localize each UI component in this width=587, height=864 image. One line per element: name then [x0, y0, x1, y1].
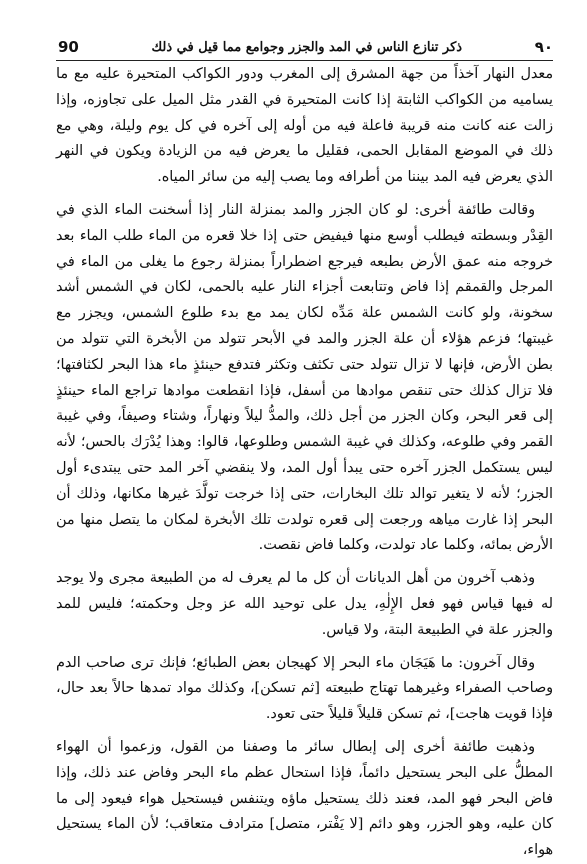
paragraph: وذهب آخرون من أهل الديانات أن كل ما لم يعرف له من الطبيعة مجرى ولا يوجد له فيها قياس فهو فعل الإِلٰهِ، يدل على توحيد الله عز وجل وحكمته؛ فليس للمد والجزر علة في الطبيعة البتة، ولا قياس. [56, 570, 553, 638]
paragraph: معدل النهار آخذاً من جهة المشرق إلى المغرب ودور الكواكب المتحيرة عليه مع ما يساميه من الكواكب الثابتة إذا كانت المتحيرة في القدر مثل الميل على تجاوزه، وإذا زالت عنه كانت منه قريبة فاعلة فيه من أوله إلى آخره في كل يوم وليلة، وهي مع ذلك في الموضع المقابل الحمى، فقليل ما يعرض فيه من الزيادة ويكون في النهر الذي يعرض فيه المد بيننا من أطرافه وما يصب إليه من سائر المياه. [56, 66, 553, 186]
paragraph: وقال آخرون: ما هَيَجَان ماء البحر إلا كهيجان بعض الطبائع؛ فإنك ترى صاحب الدم وصاحب الصفراء وغيرهما تهتاج طبيعته [ثم تسكن]، وكذلك مواد تمدها حالاً بعد حال، فإذا قويت هاجت]، ثم تسكن قليلاً قليلاً حتى تعود. [56, 654, 553, 723]
paragraph: وقالت طائفة أخرى: لو كان الجزر والمد بمنزلة النار إذا أسخنت الماء الذي في القِدْر وبسطته فيطلب أوسع منها فيفيض حتى إذا خلا قعره من الماء طلب الماء بعد خروجه منه عمق الأرض بطبعه فيرجع اضطراراً بمنزلة رجوع ما يغلى من الماء في المرجل والقمقم إذا فاض وتتابعت أجزاء النار عليه بالحمى، لكان في الشمس أشد سخونة، ولو كانت الشمس علة مَدِّه لكان يمد مع بدء طلوع الشمس، ويجزر مع غيبتها؛ فزعم هؤلاء أن علة الجزر والمد في الأبحر تتولد من الأبخرة التي تتولد من بطن الأرض، فإنها لا تزال تتولد حتى تكثف وتكثر فتدفع حينئذٍ ماء هذا البحر لكثافتها؛ فلا تزال كذلك حتى تنقص موادها من أسفل، فإذا انقطعت موادها تراجع الماء حينئذٍ إلى قعر البحر، وكان الجزر من أجل ذلك، والمدُّ ليلاً ونهاراً، وشتاء وصيفاً، وفي غيبة القمر وفي طلوعه، وكذلك في غيبة الشمس وطلوعها، قالوا: وهذا يُدْرَك بالحس؛ لأنه ليس يستكمل الجزر آخره حتى يبدأ أول المد، ولا ينقضي آخر المد حتى يبتدىء أول الجزر؛ لأنه لا يتغير توالد تلك البخارات، حتى إذا خرجت تولَّدَ غيرها مكانها، وذلك أن البحر إذا غارت مياهه ورجعت إلى قعره تولدت تلك الأبخرة لمكان ما يتصل منها من الأرض بمائه، وكلما عاد تولدت، وكلما فاض نقصت. [56, 201, 553, 554]
running-title: ذكر تنازع الناس في المد والجزر وجوامع مما قيل في ذلك [151, 39, 463, 55]
page-header [58, 36, 553, 58]
page-number-left: 90 [58, 38, 79, 56]
page-body [56, 62, 553, 859]
paragraph: وذهبت طائفة أخرى إلى إبطال سائر ما وصفنا من القول، وزعموا أن الهواء المطلُّ على البحر يستحيل دائماً، فإذا استحال عظم ماء البحر وفاض عند ذلك، وإذا فاض البحر فهو المد، فعند ذلك يستحيل ماؤه ويتنفس فيستحيل هواء فيعود إلى ما كان عليه، وهو الجزر، وهو دائم [لا يَفْتر، متصل] مترادف متعاقب؛ لأن الماء يستحيل هواء، [56, 738, 553, 859]
page-number-right: ٩٠ [534, 38, 553, 56]
header-rule [56, 60, 553, 61]
